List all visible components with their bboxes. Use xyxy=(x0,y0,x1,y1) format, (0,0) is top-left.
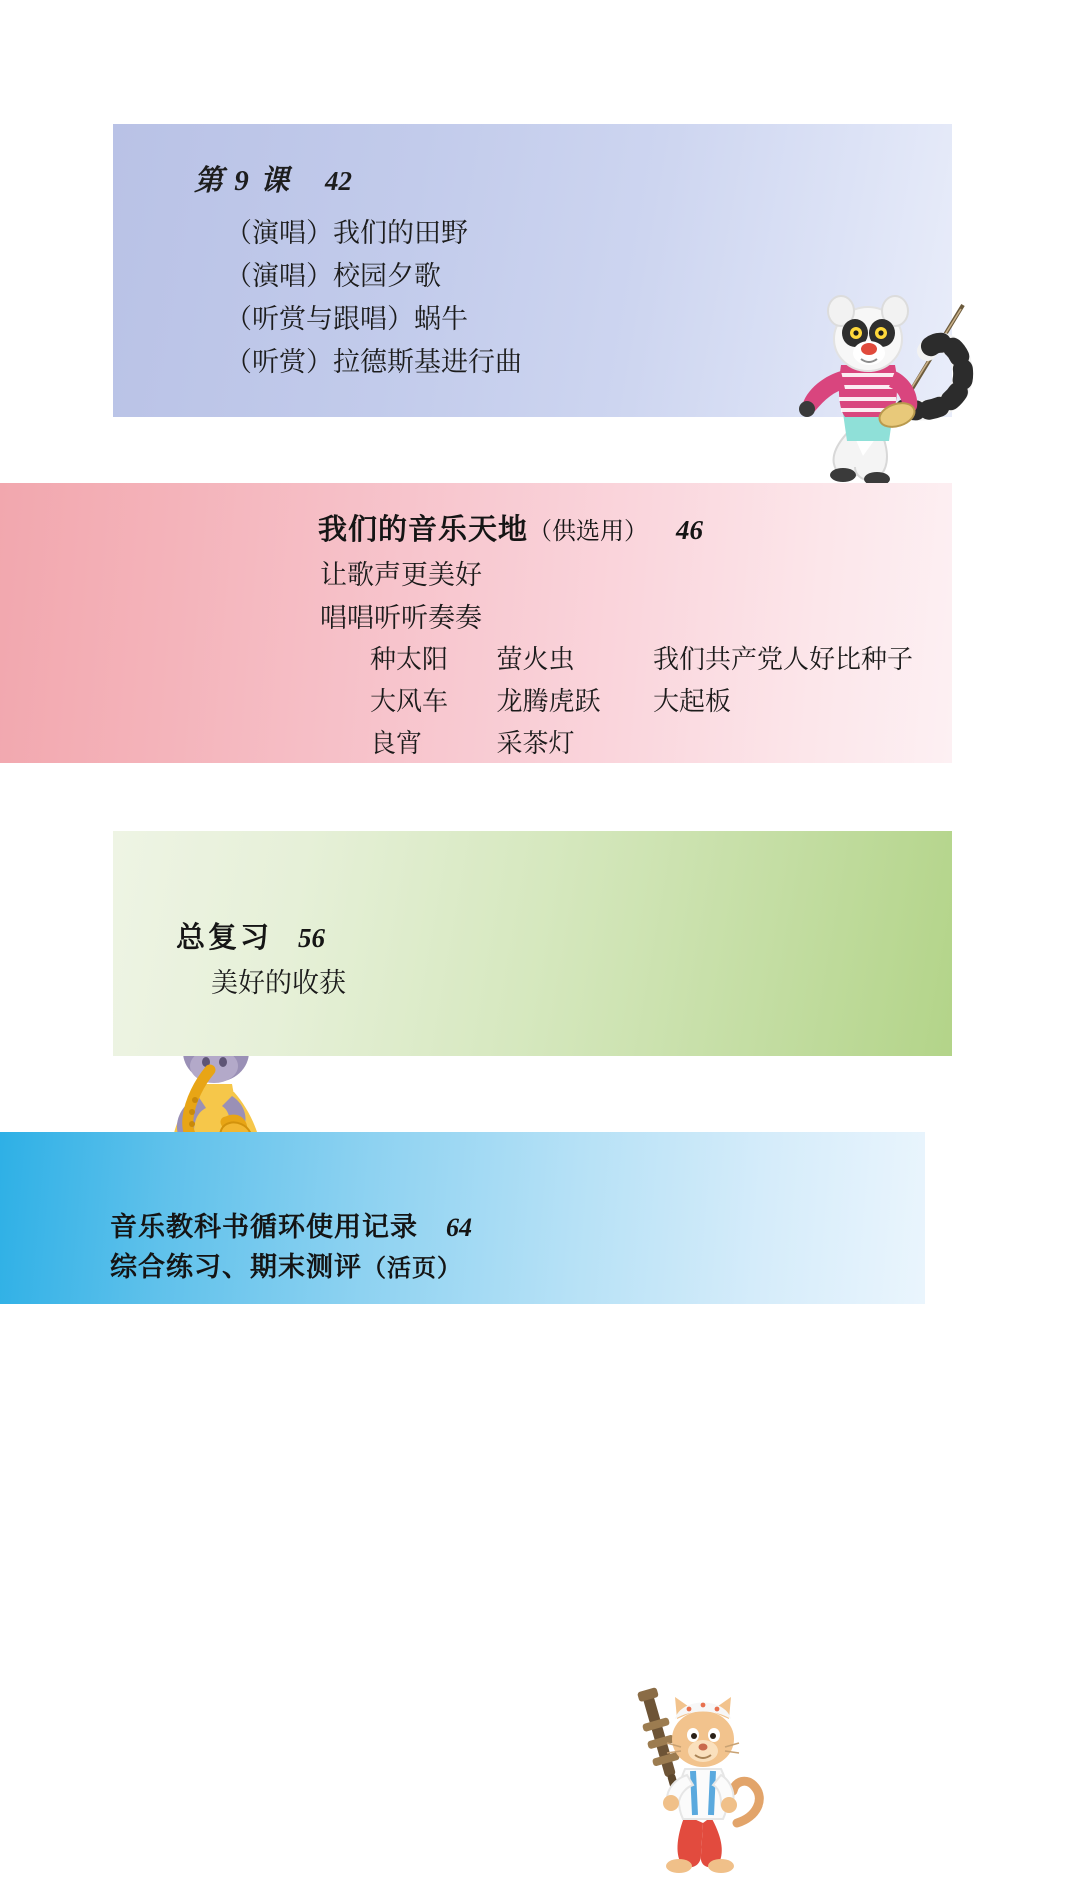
music-world-title: 我们的音乐天地 xyxy=(318,514,529,546)
appendix-secondary-row xyxy=(110,1245,462,1284)
song-title: 大起板 xyxy=(653,687,732,716)
cat-with-instrument-illustration xyxy=(633,1683,778,1883)
table-row xyxy=(370,639,913,681)
song-title: 我们共产党人好比种子 xyxy=(653,645,914,674)
lesson9-title: 第 9 课 xyxy=(194,165,292,197)
review-page-number: 56 xyxy=(298,923,326,953)
toc-section-music-world xyxy=(0,483,952,763)
review-heading xyxy=(176,915,325,956)
list-item: （演唱）我们的田野 xyxy=(225,218,468,248)
song-title: 萤火虫 xyxy=(496,645,575,674)
music-world-line-1: 让歌声更美好 xyxy=(320,560,482,590)
song-title: 良宵 xyxy=(370,729,423,758)
appendix-secondary-note: （活页） xyxy=(362,1256,462,1282)
review-title: 总复习 xyxy=(176,922,273,954)
review-subtitle: 美好的收获 xyxy=(211,968,346,998)
lesson9-page-number: 42 xyxy=(325,166,353,196)
lesson9-item-list xyxy=(225,212,522,384)
music-world-song-grid xyxy=(370,639,913,765)
song-title: 种太阳 xyxy=(370,645,449,674)
appendix-heading xyxy=(110,1205,472,1244)
music-world-page-number: 46 xyxy=(676,515,704,545)
toc-section-lesson9 xyxy=(113,124,952,417)
song-title: 采茶灯 xyxy=(496,729,575,758)
appendix-title: 音乐教科书循环使用记录 xyxy=(110,1212,418,1242)
toc-section-review xyxy=(113,831,952,1056)
list-item: （演唱）校园夕歌 xyxy=(225,261,441,291)
lesson9-heading xyxy=(194,158,352,199)
table-row xyxy=(370,723,913,765)
toc-section-appendix xyxy=(0,1132,925,1304)
music-world-subtitle: （供选用） xyxy=(528,519,649,545)
table-row xyxy=(370,681,913,723)
music-world-heading xyxy=(318,507,703,548)
lemur-with-violin-bow-illustration xyxy=(785,279,995,504)
appendix-page-number: 64 xyxy=(446,1213,472,1242)
list-item: （听赏）拉德斯基进行曲 xyxy=(225,347,522,377)
song-title: 大风车 xyxy=(370,687,449,716)
appendix-secondary-title: 综合练习、期末测评 xyxy=(110,1252,362,1282)
list-item: （听赏与跟唱）蜗牛 xyxy=(225,304,468,334)
music-world-line-2: 唱唱听听奏奏 xyxy=(320,603,482,633)
song-title: 龙腾虎跃 xyxy=(496,687,601,716)
